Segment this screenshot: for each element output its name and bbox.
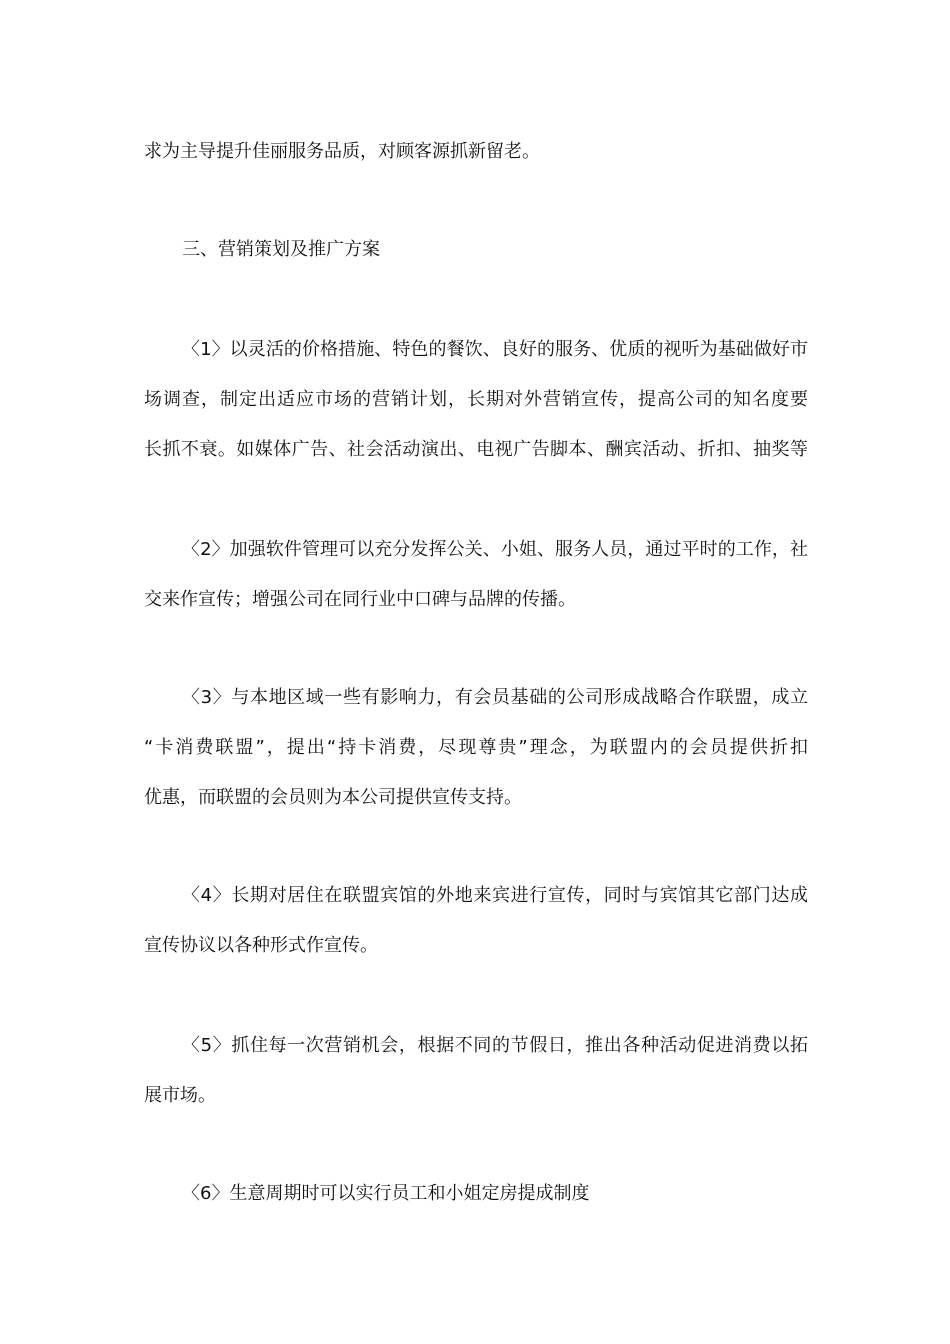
paragraph-3-line-1: 〈3〉与本地区域一些有影响力，有会员基础的公司形成战略合作联盟，成立: [182, 687, 808, 708]
paragraph-4-line-1: 〈4〉长期对居住在联盟宾馆的外地来宾进行宣传，同时与宾馆其它部门达成: [182, 885, 808, 906]
paragraph-2-line-1: 〈2〉加强软件管理可以充分发挥公关、小姐、服务人员，通过平时的工作，社: [182, 539, 808, 560]
paragraph-1-line-3: 长抓不衰。如媒体广告、社会活动演出、电视广告脚本、酬宾活动、折扣、抽奖等: [144, 439, 808, 460]
continuation-line: 求为主导提升佳丽服务品质，对顾客源抓新留老。: [144, 141, 540, 162]
paragraph-2-line-2: 交来作宣传；增强公司在同行业中口碑与品牌的传播。: [144, 589, 576, 610]
paragraph-1-line-1: 〈1〉以灵活的价格措施、特色的餐饮、良好的服务、优质的视听为基础做好市: [182, 339, 808, 360]
paragraph-3-line-2: “卡消费联盟”，提出“持卡消费，尽现尊贵”理念，为联盟内的会员提供折扣: [144, 737, 808, 758]
paragraph-5-line-2: 展市场。: [144, 1085, 216, 1106]
paragraph-1-line-2: 场调查，制定出适应市场的营销计划，长期对外营销宣传，提高公司的知名度要: [144, 389, 808, 410]
paragraph-3-line-3: 优惠，而联盟的会员则为本公司提供宣传支持。: [144, 787, 522, 808]
section-heading: 三、营销策划及推广方案: [182, 239, 380, 260]
paragraph-5-line-1: 〈5〉抓住每一次营销机会，根据不同的节假日，推出各种活动促进消费以拓: [182, 1035, 808, 1056]
paragraph-4-line-2: 宣传协议以各种形式作宣传。: [144, 935, 378, 956]
paragraph-6-line-1: 〈6〉生意周期时可以实行员工和小姐定房提成制度: [182, 1183, 590, 1204]
